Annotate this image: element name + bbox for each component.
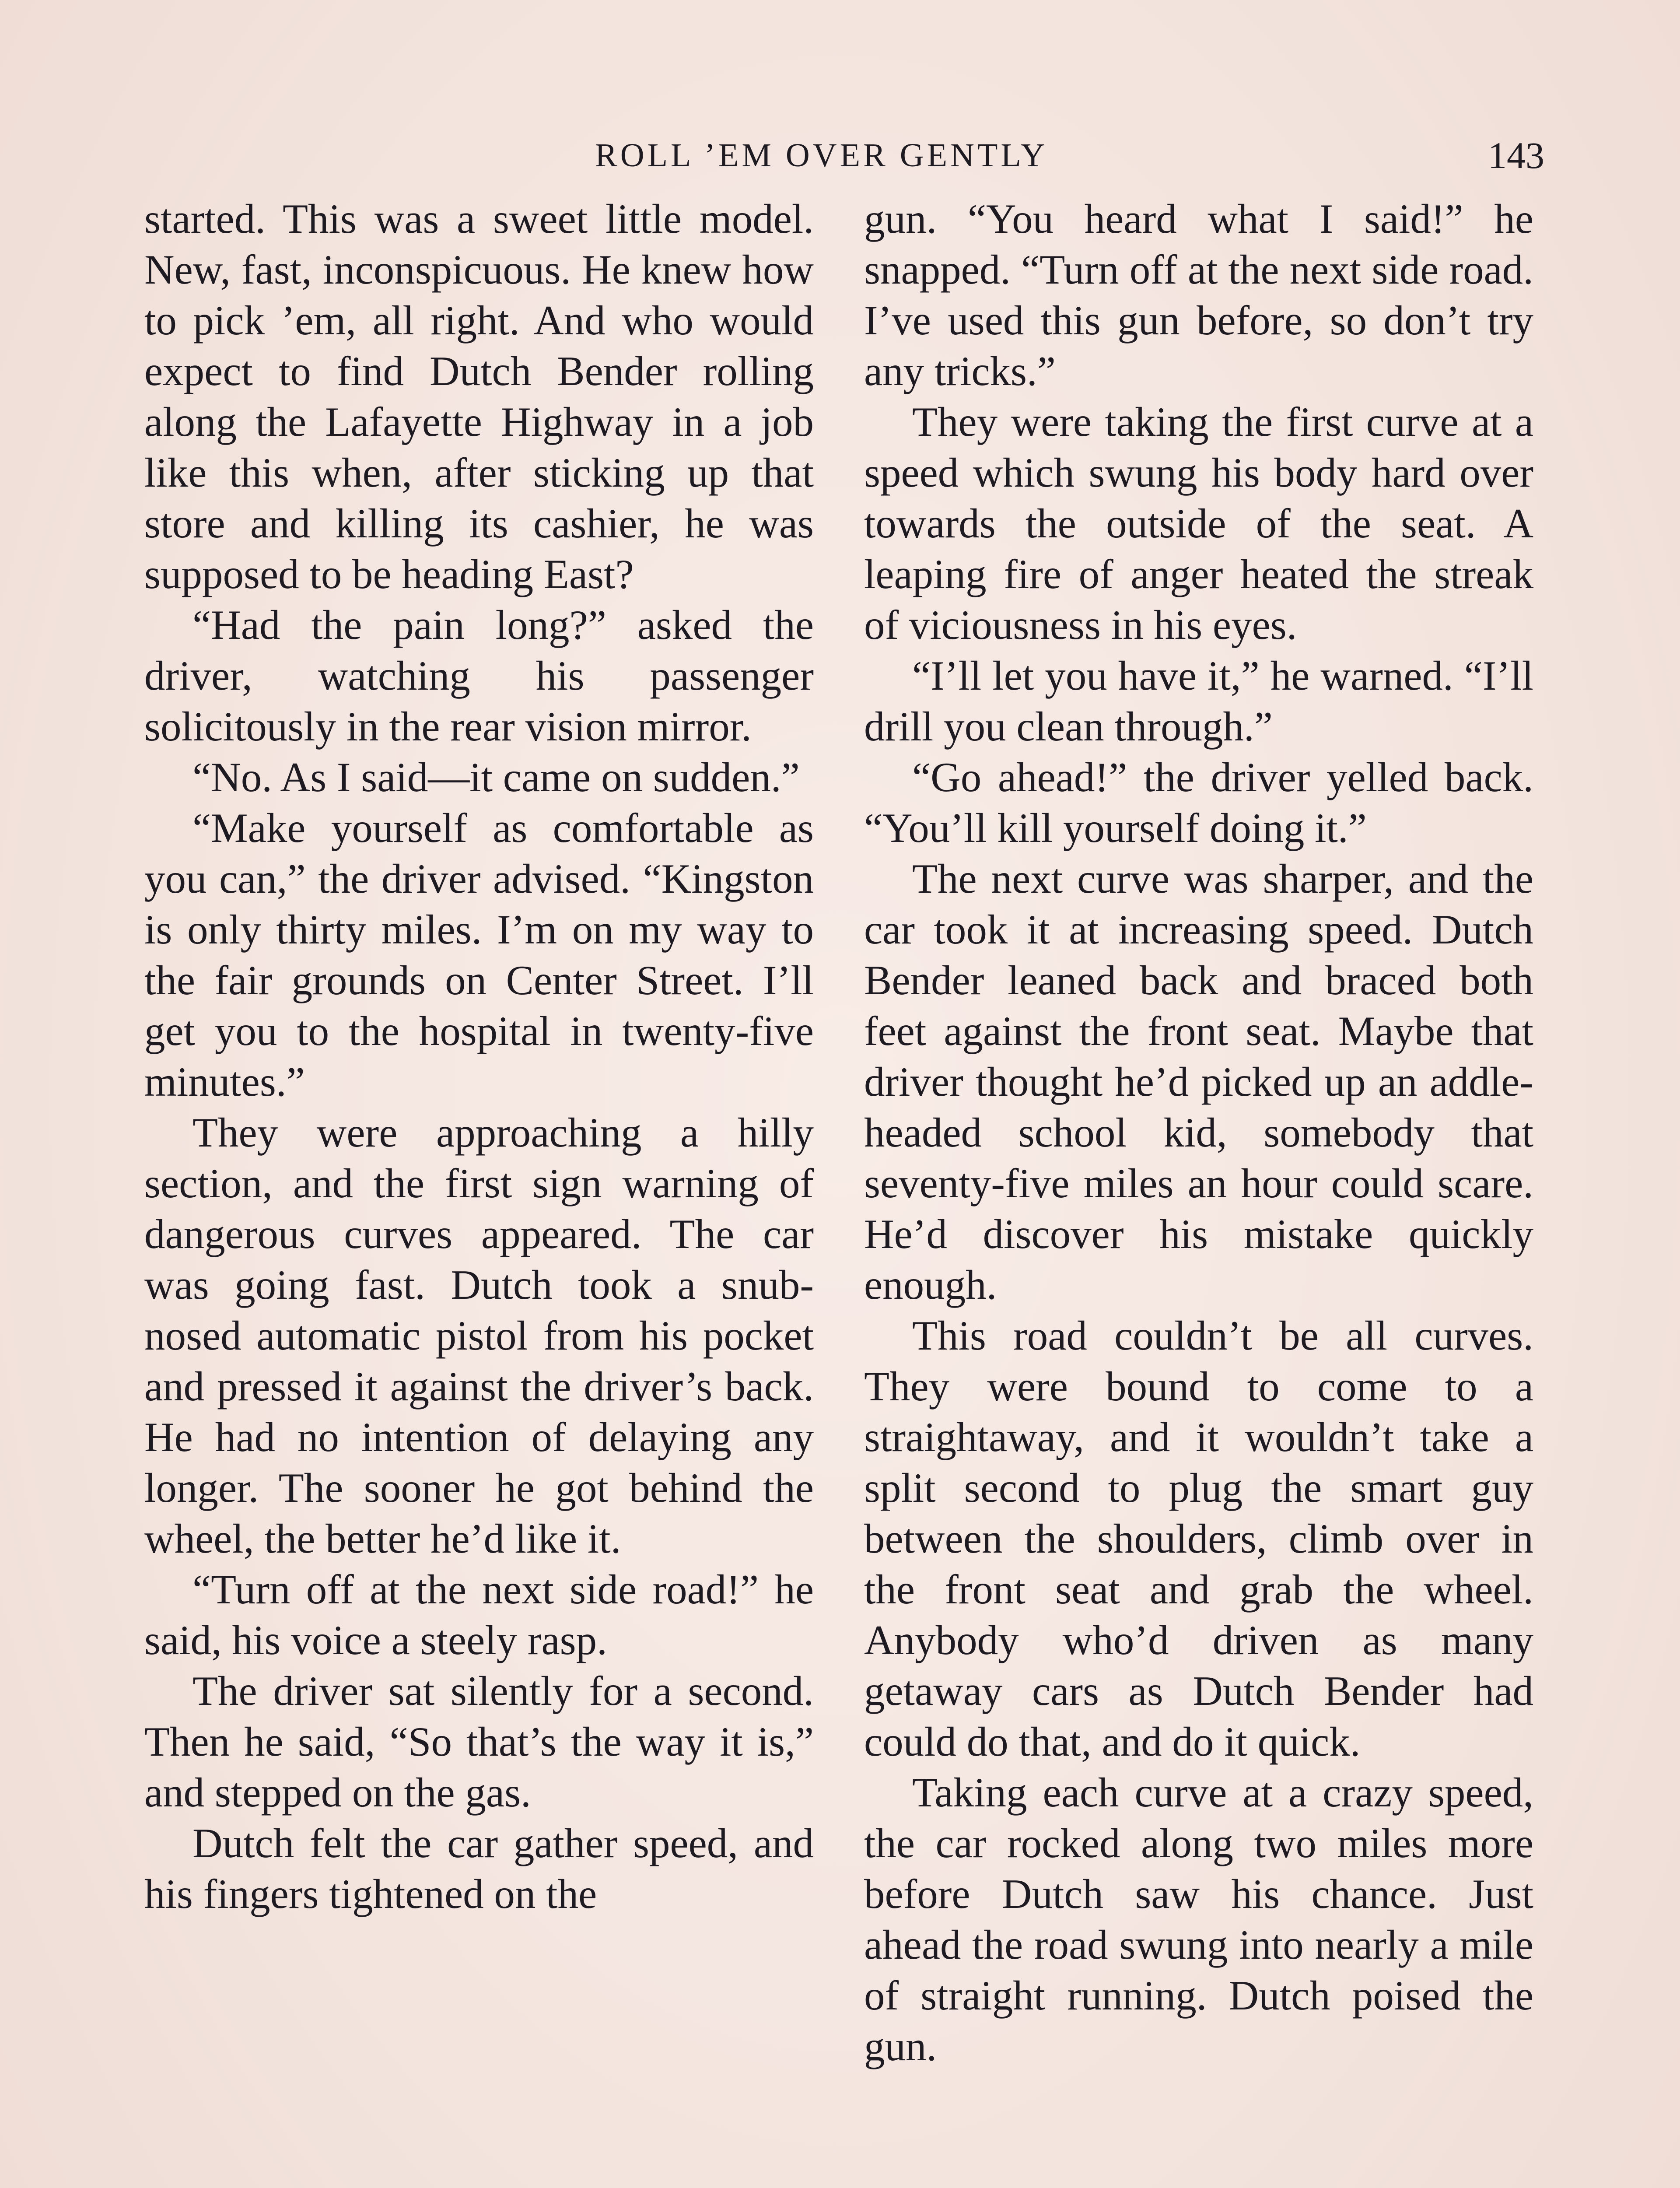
paragraph: The driver sat silently for a second. Then he said, “So that’s the way it is,” and stepped on the gas. <box>144 1668 814 1816</box>
paragraph: “Go ahead!” the driver yelled back. “You’ll kill yourself doing it.” <box>864 754 1533 851</box>
paragraph: “Make yourself as comfortable as you can,” the driver advised. “Kingston is only thirty miles. I’m on my way to the fair grounds on Center Street. I’ll get you to the hospital in twenty-five minutes.” <box>144 805 814 1105</box>
paragraph: gun. “You heard what I said!” he snapped. “Turn off at the next side road. I’ve used this gun before, so don’t try any tricks.” <box>864 196 1533 394</box>
paragraph: Taking each curve at a crazy speed, the car rocked along two miles more before Dutch saw his chance. Just ahead the road swung into nearly a mile of straight running. Dutch poised the gun. <box>864 1769 1533 2069</box>
paragraph: “Had the pain long?” asked the driver, watching his passenger solicitously in the rear vision mirror. <box>144 602 814 750</box>
paragraph: This road couldn’t be all curves. They were bound to come to a straightaway, and it wouldn’t take a split second to plug the smart guy between the shoulders, climb over in the front seat and grab the wheel. Anybody who’d driven as many getaway cars as Dutch Bender had could do that, and do it quick. <box>864 1312 1533 1765</box>
page-number: 143 <box>1488 134 1544 176</box>
paragraph: “I’ll let you have it,” he warned. “I’ll drill you clean through.” <box>864 652 1533 750</box>
right-column <box>864 193 1533 2072</box>
paragraph: They were approaching a hilly section, and the first sign warning of dangerous curves appeared. The car was going fast. Dutch took a snub-nosed automatic pistol from his pocket and pressed it against the driver’s back. He had no intention of delaying any longer. The sooner he got behind the wheel, the better he’d like it. <box>144 1109 814 1562</box>
running-title: ROLL ’EM OVER GENTLY <box>595 137 1048 174</box>
paragraph: “No. As I said—it came on sudden.” <box>192 754 800 800</box>
paragraph: started. This was a sweet little model. New, fast, inconspicuous. He knew how to pick ’em, all right. And who would expect to find Dutch Bender rolling along the Lafayette Highway in a job like this when, after sticking up that store and killing its cashier, he was supposed to be heading East? <box>144 196 814 597</box>
paragraph: “Turn off at the next side road!” he said, his voice a steely rasp. <box>144 1566 814 1663</box>
paragraph: The next curve was sharper, and the car took it at increasing speed. Dutch Bender leaned back and braced both feet against the front seat. Maybe that driver thought he’d picked up an addle-headed school kid, somebody that seventy-five miles an hour could scare. He’d discover his mistake quickly enough. <box>864 856 1533 1308</box>
page-header <box>144 131 1544 179</box>
left-column <box>144 193 814 1919</box>
paragraph: They were taking the first curve at a speed which swung his body hard over towards the outside of the seat. A leaping fire of anger heated the streak of viciousness in his eyes. <box>864 399 1533 648</box>
paragraph: Dutch felt the car gather speed, and his fingers tightened on the <box>144 1820 814 1917</box>
